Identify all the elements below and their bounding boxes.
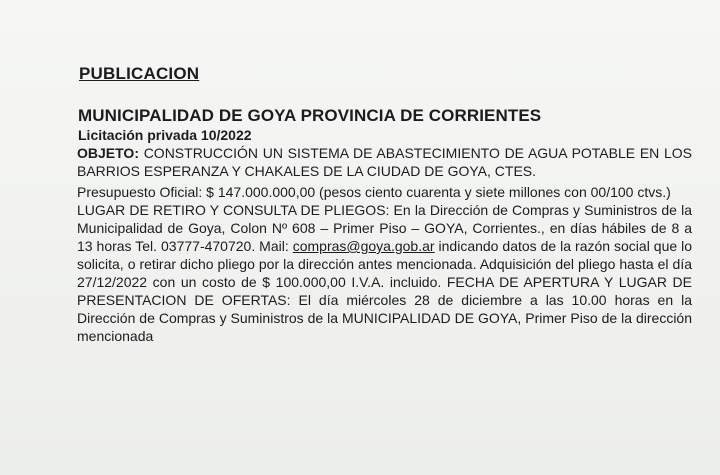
pliegos-paragraph <box>77 201 692 345</box>
object-paragraph <box>77 144 692 180</box>
tender-number: Licitación privada 10/2022 <box>78 127 252 143</box>
object-text: CONSTRUCCIÓN UN SISTEMA DE ABASTECIMIENTO DE AGUA POTABLE EN LOS BARRIOS ESPERANZA Y CHAKALES DE LA CIUDAD DE GOYA, CTES. <box>77 145 692 179</box>
pliegos-text-end: indicando datos de la razón social que lo solicita, o retirar dicho pliego por la dirección antes mencionada. Adquisición del pliego hasta el día 27/12/2022 con un costo de $ 100.000,00 I.V.A. incluido. FECHA DE APERTURA Y LUGAR DE PRESENTACION DE OFERTAS: El día miércoles 28 de diciembre a las 10.00 horas en la Dirección de Compras y Suministros de la MUNICIPALIDAD DE GOYA, Primer Piso de la dirección mencionada <box>77 238 692 344</box>
pliegos-text-start: LUGAR DE RETIRO Y CONSULTA DE PLIEGOS: En la Dirección de Compras y Suministros de la Municipalidad de Goya, Colon Nº 608 – Primer Piso – GOYA, Corrientes., en días hábiles de 8 a 13 horas Tel. 03777-470720. Mail: <box>77 202 692 254</box>
publication-heading: PUBLICACION <box>79 64 200 83</box>
document-content <box>62 64 692 345</box>
object-label: OBJETO: <box>77 145 139 161</box>
email-link[interactable]: compras@goya.gob.ar <box>292 238 435 254</box>
entity-title: MUNICIPALIDAD DE GOYA PROVINCIA DE CORRIENTES <box>78 106 542 125</box>
budget-paragraph: Presupuesto Oficial: $ 147.000.000,00 (pesos ciento cuarenta y siete millones con 00/100 ctvs.) <box>77 184 671 200</box>
